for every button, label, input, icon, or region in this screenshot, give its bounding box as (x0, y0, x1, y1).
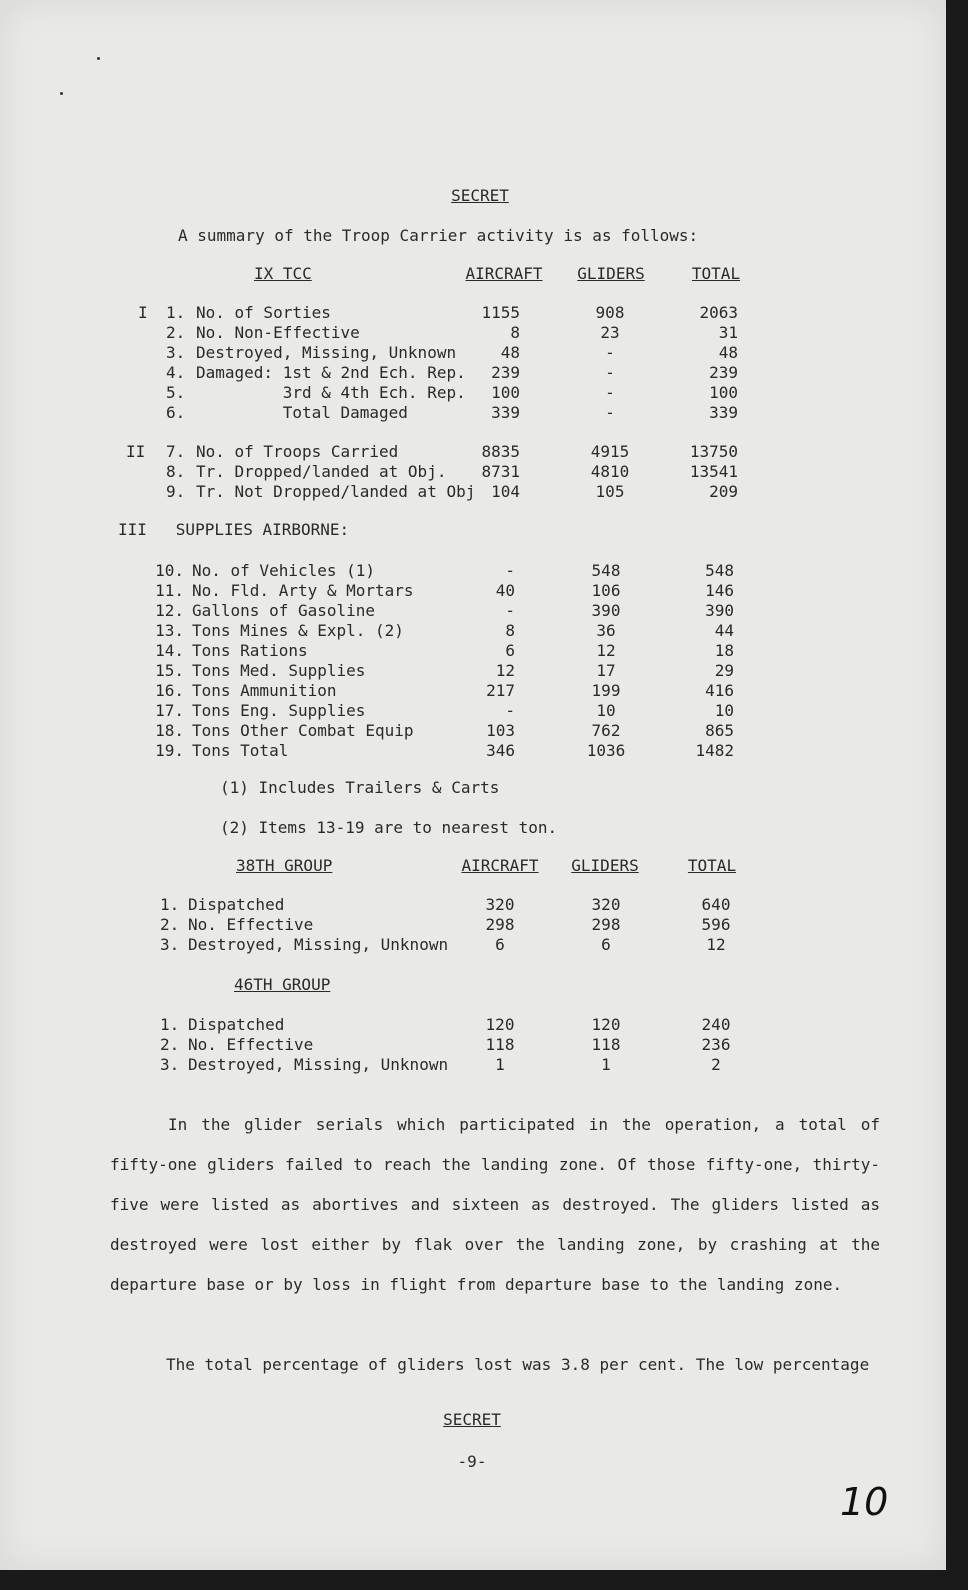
row-label: No. Effective (188, 915, 314, 934)
total-value: 2 (711, 1055, 721, 1074)
row-label: Destroyed, Missing, Unknown (188, 1055, 449, 1074)
row-number: 19. (155, 741, 184, 760)
aircraft-value: 40 (495, 581, 515, 600)
gliders-value: 762 (591, 721, 621, 740)
total-value: 18 (714, 641, 734, 660)
aircraft-value: 104 (491, 482, 520, 501)
total-value: 240 (701, 1015, 731, 1034)
row-number: 3. (166, 343, 186, 362)
total-value: 2063 (699, 303, 738, 322)
aircraft-value: 120 (485, 1015, 515, 1034)
row-label: Tons Med. Supplies (192, 661, 366, 680)
aircraft-value: 48 (500, 343, 520, 362)
row-number: 18. (155, 721, 184, 740)
aircraft-value: 1 (495, 1055, 505, 1074)
total-value: 12 (706, 935, 726, 954)
row-number: 13. (155, 621, 184, 640)
total-value: 596 (701, 915, 731, 934)
gliders-value: - (605, 403, 615, 422)
row-label: No. of Sorties (196, 303, 331, 322)
row-number: 10. (155, 561, 184, 580)
aircraft-value: 217 (486, 681, 515, 700)
row-label: Dispatched (188, 895, 285, 914)
total-value: 416 (705, 681, 734, 700)
gliders-value: 17 (596, 661, 616, 680)
section-numeral: I (138, 303, 148, 322)
total-value: 29 (714, 661, 734, 680)
total-value: 390 (705, 601, 734, 620)
note-1: (1) Includes Trailers & Carts (220, 778, 500, 797)
aircraft-value: 6 (495, 935, 505, 954)
row-number: 5. (166, 383, 186, 402)
total-value: 865 (705, 721, 734, 740)
row-number: 9. (166, 482, 186, 501)
row-number: 14. (155, 641, 184, 660)
total-value: 48 (718, 343, 738, 362)
gliders-value: 548 (591, 561, 621, 580)
row-number: 11. (155, 581, 184, 600)
row-label: Tons Other Combat Equip (192, 721, 414, 740)
row-label: No. Fld. Arty & Mortars (192, 581, 414, 600)
row-label: Total Damaged (196, 403, 408, 422)
g38-col-aircraft: AIRCRAFT (461, 856, 539, 875)
aircraft-value: 8835 (481, 442, 520, 461)
gliders-value: 106 (591, 581, 621, 600)
gliders-value: 390 (591, 601, 621, 620)
gliders-value: 118 (591, 1035, 621, 1054)
aircraft-value: 8 (505, 621, 515, 640)
total-value: 339 (709, 403, 738, 422)
row-number: 8. (166, 462, 186, 481)
aircraft-value: 103 (486, 721, 515, 740)
row-label: Tr. Dropped/landed at Obj. (196, 462, 447, 481)
gliders-value: 12 (596, 641, 616, 660)
speck (60, 92, 63, 95)
row-number: 12. (155, 601, 184, 620)
total-value: 13541 (689, 462, 738, 481)
aircraft-value: 239 (491, 363, 520, 382)
g38-col-total: TOTAL (687, 856, 737, 875)
row-number: 16. (155, 681, 184, 700)
gliders-value: - (605, 343, 615, 362)
row-label: Tons Ammunition (192, 681, 337, 700)
speck (97, 57, 100, 60)
row-number: 1. (166, 303, 186, 322)
total-value: 100 (709, 383, 738, 402)
total-value: 548 (705, 561, 734, 580)
row-label: No. Effective (188, 1035, 314, 1054)
row-number: 7. (166, 442, 186, 461)
row-label: No. of Vehicles (1) (192, 561, 376, 580)
total-value: 640 (701, 895, 731, 914)
aircraft-value: 100 (491, 383, 520, 402)
gliders-value: 4810 (590, 462, 630, 481)
row-number: 6. (166, 403, 186, 422)
body-paragraph-2: The total percentage of gliders lost was 3.8 per cent. The low percentage (166, 1355, 870, 1374)
row-number: 1. (160, 1015, 180, 1034)
aircraft-value: 320 (485, 895, 515, 914)
gliders-value: 1 (601, 1055, 611, 1074)
aircraft-value: 346 (486, 741, 515, 760)
gliders-value: 4915 (590, 442, 630, 461)
gliders-value: 298 (591, 915, 621, 934)
aircraft-value: 12 (495, 661, 515, 680)
total-value: 236 (701, 1035, 731, 1054)
total-value: 31 (718, 323, 738, 342)
row-number: 4. (166, 363, 186, 382)
body-paragraph-1: In the glider serials which participated in the operation, a total of fifty-one gliders failed to reach the landing zone. Of those fifty-one, thirty-five were listed as abortives and sixteen as destroyed. The gliders listed as destroyed were lost either by flak over the landing zone, by crashing at the departure base or by loss in flight from departure base to the landing zone. (110, 1115, 880, 1294)
row-label: Gallons of Gasoline (192, 601, 376, 620)
total-value: 44 (714, 621, 734, 640)
gliders-value: 10 (596, 701, 616, 720)
group38-title: 38TH GROUP (236, 856, 333, 875)
row-label: Destroyed, Missing, Unknown (196, 343, 457, 362)
gliders-value: 320 (591, 895, 621, 914)
row-label: Tr. Not Dropped/landed at Obj (196, 482, 476, 501)
total-value: 1482 (695, 741, 734, 760)
row-number: 1. (160, 895, 180, 914)
col-total: TOTAL (691, 264, 741, 283)
ix-tcc-title: IX TCC (254, 264, 312, 283)
gliders-value: 36 (596, 621, 616, 640)
aircraft-value: - (505, 601, 515, 620)
col-aircraft: AIRCRAFT (465, 264, 543, 283)
gliders-value: 23 (600, 323, 620, 342)
row-number: 2. (160, 915, 180, 934)
row-label: Damaged: 1st & 2nd Ech. Rep. (196, 363, 466, 382)
aircraft-value: 8 (510, 323, 520, 342)
row-number: 17. (155, 701, 184, 720)
total-value: 10 (714, 701, 734, 720)
row-label: 3rd & 4th Ech. Rep. (196, 383, 466, 402)
row-label: Destroyed, Missing, Unknown (188, 935, 449, 954)
aircraft-value: 1155 (481, 303, 520, 322)
note-2: (2) Items 13-19 are to nearest ton. (220, 818, 558, 837)
total-value: 209 (709, 482, 738, 501)
gliders-value: 908 (595, 303, 625, 322)
gliders-value: 105 (595, 482, 625, 501)
gliders-value: 120 (591, 1015, 621, 1034)
aircraft-value: 339 (491, 403, 520, 422)
gliders-value: - (605, 363, 615, 382)
row-number: 2. (166, 323, 186, 342)
gliders-value: 6 (601, 935, 611, 954)
gliders-value: 199 (591, 681, 621, 700)
aircraft-value: 118 (485, 1035, 515, 1054)
aircraft-value: 6 (505, 641, 515, 660)
col-gliders: GLIDERS (577, 264, 645, 283)
header-classification: SECRET (451, 186, 509, 205)
total-value: 146 (705, 581, 734, 600)
row-label: Tons Mines & Expl. (2) (192, 621, 404, 640)
row-number: 2. (160, 1035, 180, 1054)
group46-title: 46TH GROUP (234, 975, 331, 994)
row-label: No. Non-Effective (196, 323, 360, 342)
row-label: Dispatched (188, 1015, 285, 1034)
footer-classification: SECRET (443, 1410, 501, 1429)
handwritten-page-mark: 10 (840, 1480, 889, 1524)
row-label: Tons Rations (192, 641, 308, 660)
row-label: Tons Eng. Supplies (192, 701, 366, 720)
row-number: 3. (160, 1055, 180, 1074)
section-numeral: II (126, 442, 146, 461)
row-label: Tons Total (192, 741, 289, 760)
gliders-value: - (605, 383, 615, 402)
row-label: No. of Troops Carried (196, 442, 399, 461)
aircraft-value: 298 (485, 915, 515, 934)
row-number: 3. (160, 935, 180, 954)
section-iii-heading: III SUPPLIES AIRBORNE: (118, 520, 350, 539)
aircraft-value: - (505, 701, 515, 720)
row-number: 15. (155, 661, 184, 680)
aircraft-value: - (505, 561, 515, 580)
intro-text: A summary of the Troop Carrier activity is as follows: (178, 226, 699, 245)
g38-col-gliders: GLIDERS (571, 856, 639, 875)
page-number: -9- (457, 1452, 487, 1471)
total-value: 239 (709, 363, 738, 382)
aircraft-value: 8731 (481, 462, 520, 481)
gliders-value: 1036 (586, 741, 626, 760)
total-value: 13750 (689, 442, 738, 461)
